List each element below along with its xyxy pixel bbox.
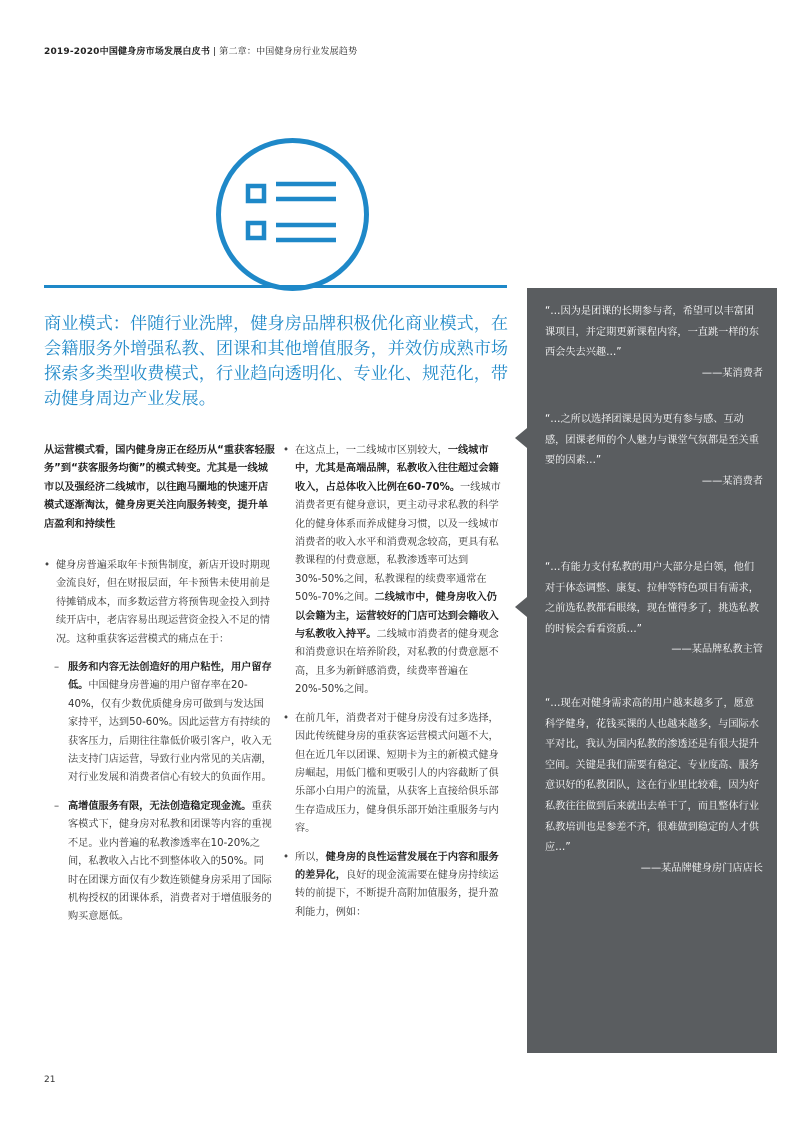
running-header	[44, 44, 357, 57]
dash-value-added	[44, 798, 272, 927]
section-headline: 商业模式：伴随行业洗牌，健身房品牌积极优化商业模式，在会籍服务外增强私教、团课和其他增值服务，并效仿成熟市场探索多类型收费模式，行业趋向透明化、专业化、规范化，带动健身周边产业发展。	[44, 314, 509, 409]
bullet-prepaid-card: • 健身房普遍采取年卡预售制度，新店开设时期现金流良好，但在财报层面，年卡预售未使用前是待摊销成本，而多数运营方将预售现金投入到持续开店中，老店容易出现运营资金投入不足的情况。这种重获客运营模式的痛点在于：	[44, 557, 272, 649]
quote-pointer	[515, 428, 527, 448]
dash-value-added-heading: 高增值服务有限，无法创造稳定现金流。	[68, 800, 252, 812]
page-number: 21	[44, 1075, 56, 1085]
differentiation-text-1: 所以，	[295, 851, 326, 863]
city-tiers-text-1: 在这点上，一二线城市区别较大，	[295, 445, 448, 456]
header-separator: |	[213, 47, 217, 57]
dash-user-retention-text: 中国健身房普遍的用户留存率在20-40%，仅有少数优质健身房可做到与发达国家持平，达到50-60%。因此运营方有持续的获客压力，后期往往靠低价吸引客户，收入无法支持门店运营，导致行业内常见的关店潮，对行业发展和消费者信心有较大的负面作用。	[68, 680, 272, 784]
city-tiers-text-2: 一线城市消费者更有健身意识，更主动寻求私教的科学化的健身体系而养成健身习惯，以及一线城市消费者的收入水平和消费观念较高，更具有私教课程的付费意愿，私教渗透率可达到30%-50%之间，私教课程的续费率通常在50%-70%之间。	[295, 481, 501, 604]
city-tiers-bold-2: 二线城市中，健身房收入仍以会籍为主，运营较好的门店可达到会籍收入与私教收入持平。	[295, 592, 499, 641]
differentiation-bold: 健身房的良性运营发展在于内容和服务的差异化，	[295, 851, 499, 881]
left-column	[44, 557, 272, 937]
quote-text: “…之所以选择团课是因为更有参与感、互动感，团课老师的个人魅力与课堂气氛都是至关重要的因素…”	[545, 414, 759, 467]
city-tiers-bold-1: 一线城市中，尤其是高端品牌，私教收入往往超过会籍收入，占总体收入比例在60-70%。	[295, 445, 499, 493]
consumer-quotes-panel	[527, 288, 777, 1053]
dash-value-added-text: 重获客模式下，健身房对私教和团课等内容的重视不足。业内普遍的私教渗透率在10-20%之间，私教收入占比不到整体收入的50%。同时在团课方面仅有少数连锁健身房采用了国际机构授权的团课体系，消费者对于增值服务的购买意愿低。	[68, 800, 272, 923]
quote-2	[545, 410, 763, 492]
quote-1	[545, 302, 763, 384]
bullet-differentiation	[283, 849, 505, 923]
quote-text: “…因为是团课的长期参与者，希望可以丰富团课项目，并定期更新课程内容，一直跳一样的东西会失去兴趣…”	[545, 306, 759, 359]
quote-attribution: ——某品牌私教主管	[671, 644, 763, 656]
bullet-city-tiers	[283, 442, 505, 700]
dash-user-retention	[44, 659, 272, 788]
chapter-title: 第二章：中国健身房行业发展趋势	[219, 47, 358, 57]
dash-user-retention-heading: 服务和内容无法创造好的用户粘性，用户留存低。	[68, 662, 272, 692]
quote-attribution: ——某消费者	[701, 367, 763, 379]
differentiation-text-2: 良好的现金流需要在健身房持续运转的前提下，不断提升高附加值服务，提升盈利能力，例如：	[295, 869, 499, 918]
quote-attribution: ——某品牌健身房门店店长	[640, 862, 763, 874]
quote-text: “…有能力支付私教的用户大部分是白领，他们对于体态调整、康复、拉伸等特色项目有需求，之前选私教都看眼缘，现在懂得多了，挑选私教的时候会看看资质…”	[545, 562, 759, 635]
bullet-new-models: • 在前几年，消费者对于健身房没有过多选择，因此传统健身房的重获客运营模式问题不大，但在近几年以团课、短期卡为主的新模式健身房崛起，用低门槛和更吸引人的内容截断了俱乐部小白用户的流量，从获客上直接给俱乐部生存造成压力，健身俱乐部开始注重服务与内容。	[283, 710, 505, 839]
quote-text: “…现在对健身需求高的用户越来越多了，愿意科学健身，花钱买课的人也越来越多，与国际水平对比，我认为国内私教的渗透还是有很大提升空间。关键是我们需要有稳定、专业度高、服务意识好的私教团队，这在行业里比较难，因为好私教往往做到后来就出去单干了，而且整体行业私教培训也是参差不齐，很难做到稳定的人才供应…”	[545, 698, 759, 854]
quote-pointer	[515, 597, 527, 617]
quote-4	[545, 694, 763, 879]
headline-divider	[44, 285, 507, 288]
city-tiers-text-3: 二线城市消费者的健身观念和消费意识在培养阶段，对私教的付费意愿不高，且多为新鲜感消费，续费率普遍在20%-50%之间。	[295, 629, 499, 696]
middle-column	[283, 442, 505, 932]
list-icon	[215, 137, 370, 292]
quote-attribution: ——某消费者	[701, 475, 763, 487]
book-title: 2019-2020中国健身房市场发展白皮书	[44, 47, 211, 57]
intro-paragraph: 从运营模式看，国内健身房正在经历从“重获客轻服务”到“获客服务均衡”的模式转变。尤其是一线城市以及强经济二线城市，以往跑马圈地的快速开店模式逐渐淘汰，健身房更关注向服务转变，提升单店盈利和持续性	[44, 445, 275, 530]
quote-3	[545, 558, 763, 661]
